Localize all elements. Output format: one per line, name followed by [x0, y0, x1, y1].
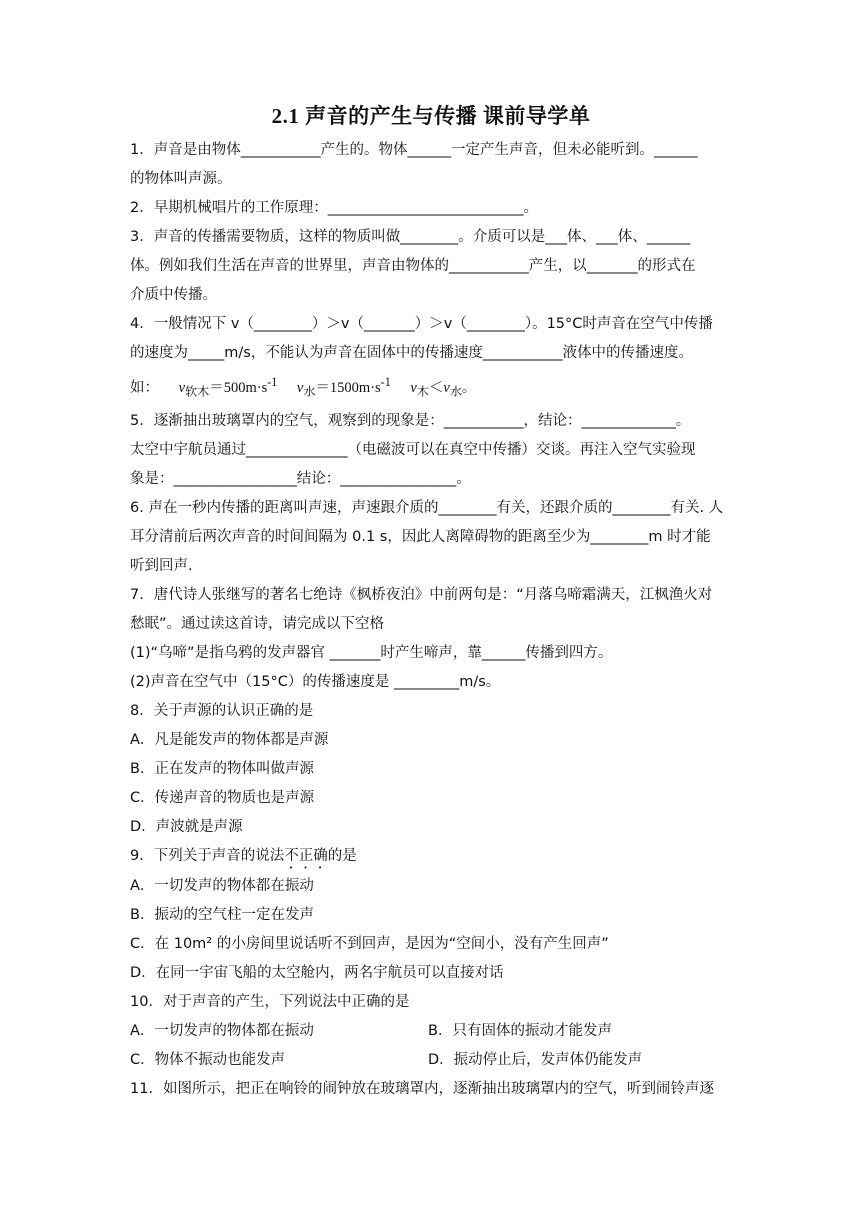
q9-pre: 9．下列关于声音的说法: [130, 847, 285, 864]
formula-lt: ＜: [428, 379, 444, 396]
option: D．振动停止后，发声体仍能发声: [428, 1051, 643, 1068]
text-line: 6. 声在一秒内传播的距离叫声速，声速跟介质的________有关，还跟介质的________有关. 人: [130, 499, 724, 516]
text-line: 1．声音是由物体___________产生的。物体______一定产生声音，但未必能听到。______: [130, 142, 698, 158]
text-line: (2)声音在空气中（15°C）的传播速度是 _________m/s。: [130, 673, 501, 690]
formula-v: v: [296, 379, 304, 396]
formula-exp: -1: [267, 375, 278, 389]
option: B．只有固体的振动才能发声: [428, 1022, 612, 1039]
formula-sub: 水: [303, 384, 316, 399]
option: A．一切发声的物体都在振动: [130, 877, 314, 894]
option: D．在同一宇宙飞船的太空舱内，两名宇航员可以直接对话: [130, 964, 504, 981]
text-line: 5．逐渐抽出玻璃罩内的空气，观察到的现象是：___________，结论：_____________。: [130, 412, 691, 429]
option: C．物体不振动也能发声: [130, 1051, 286, 1068]
formula-v: v: [410, 379, 417, 396]
speed-formula: [130, 368, 732, 407]
text-line: 2．早期机械唱片的工作原理：___________________________。: [130, 200, 538, 216]
option: C．在 10m² 的小房间里说话听不到回声，是因为“空间小，没有产生回声”: [130, 935, 609, 952]
text-line: 3．声音的传播需要物质，这样的物质叫做________。介质可以是___体、___体、______: [130, 229, 691, 245]
text-line: 听到回声.: [130, 557, 193, 574]
question-stem: 11．如图所示，把正在响铃的闹钟放在玻璃罩内，逐渐抽出玻璃罩内的空气，听到闹铃声逐: [130, 1080, 714, 1097]
text-line: 7．唐代诗人张继写的著名七绝诗《枫桥夜泊》中前两句是：“月落乌啼霜满天，江枫渔火对: [130, 586, 713, 603]
formula-sub: 水: [449, 384, 462, 399]
option-row: [130, 1046, 732, 1075]
text-line: 象是：_________________结论：________________。: [130, 470, 471, 487]
option: B．正在发声的物体叫做声源: [130, 760, 314, 777]
formula-prefix: 如：: [130, 379, 159, 396]
option: C．传递声音的物质也是声源: [130, 789, 315, 806]
text-line: 的物体叫声源。: [130, 171, 232, 187]
formula-sub: 软木: [185, 384, 210, 399]
text-line: (1)“乌啼”是指乌鸦的发声器官 _______时产生啼声，靠______传播到四方。: [130, 644, 613, 661]
text-line: 的速度为_____m/s，不能认为声音在固体中的传播速度___________液体中的传播速度。: [130, 345, 694, 361]
text-line: 体。例如我们生活在声音的世界里，声音由物体的___________产生，以_______的形式在: [130, 258, 696, 274]
formula-sub: 木: [416, 384, 429, 399]
text-line: 太空中宇航员通过______________（电磁波可以在真空中传播）交谈。再注入空气实验现: [130, 441, 696, 458]
worksheet-page: [130, 100, 732, 1104]
formula-eq: ＝1500m·s: [315, 379, 381, 396]
question-stem: 8．关于声源的认识正确的是: [130, 702, 314, 719]
q9-emphasis: 不正确: [284, 847, 328, 864]
text-line: 耳分清前后两次声音的时间间隔为 0.1 s，因此人离障碍物的距离至少为________m 时才能: [130, 528, 711, 545]
option: A．凡是能发声的物体都是声源: [130, 731, 329, 748]
formula-exp: -1: [380, 375, 391, 389]
formula-eq: ＝500m·s: [209, 379, 268, 396]
formula-v: v: [443, 379, 450, 396]
text-line: 愁眠”。通过读这首诗，请完成以下空格: [130, 615, 385, 632]
option: A．一切发声的物体都在振动: [130, 1022, 314, 1039]
q9-post: 的是: [327, 847, 357, 864]
page-title: 2.1 声音的产生与传播 课前导学单: [271, 104, 591, 128]
question-stem: [130, 842, 732, 872]
option: D．声波就是声源: [130, 818, 243, 835]
text-line: 介质中传播。: [130, 287, 217, 303]
formula-v: v: [178, 379, 186, 396]
formula-end: 。: [461, 379, 477, 396]
question-stem: 10．对于声音的产生，下列说法中正确的是: [130, 993, 410, 1010]
text-line: 4．一般情况下 v（________）＞v（_______）＞v（________）。15°C时声音在空气中传播: [130, 316, 713, 332]
option-row: [130, 1017, 732, 1046]
option: B．振动的空气柱一定在发声: [130, 906, 314, 923]
